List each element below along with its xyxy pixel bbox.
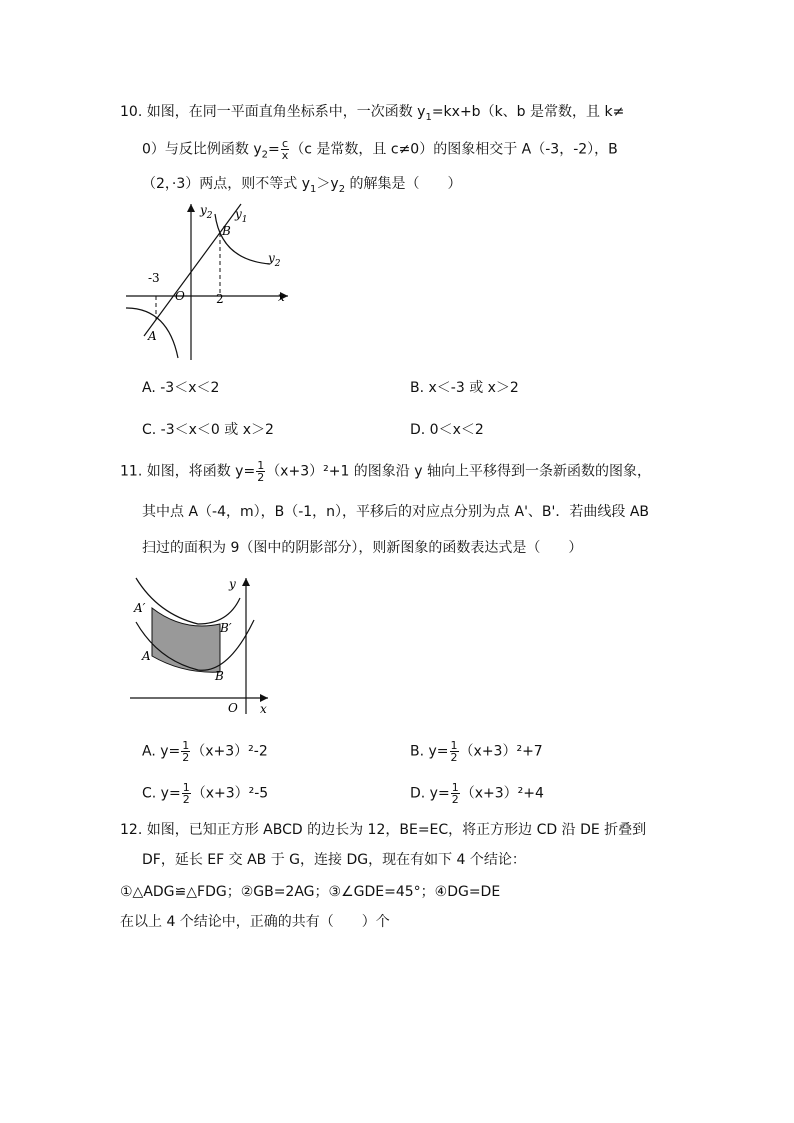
y2-label-sub: 2 [274, 259, 281, 269]
q12-line1: 12. 如图，已知正方形 ABCD 的边长为 12，BE=EC，将正方形边 CD 沿 DE 折叠到 [120, 822, 647, 838]
point-a-prime-label: A′ [134, 601, 146, 615]
shaded-region [152, 608, 220, 672]
fraction-numerator: 1 [450, 739, 458, 752]
fraction-denominator: 2 [257, 471, 265, 484]
point-a-label: A [148, 329, 157, 343]
q11-text: 11. 如图，将函数 y= [120, 463, 256, 480]
q11-option-b [410, 740, 543, 763]
q12-line3: ①△ADG≌△FDG；②GB=2AG；③∠GDE=45°；④DG=DE [120, 884, 501, 900]
point-b-prime-label: B′ [220, 621, 232, 635]
q11-line3: 扫过的面积为 9（图中的阴影部分），则新图象的函数表达式是（ ） [142, 540, 583, 556]
q11-line1 [120, 460, 651, 483]
origin-label: O [228, 701, 238, 715]
fraction [451, 782, 460, 805]
q10-line1 [120, 102, 624, 128]
y-axis-label [199, 203, 213, 221]
point-b-label: B [215, 669, 224, 683]
q11-text: （x+3）²+1 的图象沿 y 轴向上平移得到一条新函数的图象， [266, 463, 651, 480]
y2-label [267, 251, 281, 269]
q12-line2: DF，延长 EF 交 AB 于 G，连接 DG，现在有如下 4 个结论： [142, 852, 526, 868]
subscript: 1 [425, 111, 432, 123]
option-text: B. y= [410, 743, 449, 760]
y-axis-label-sub: 2 [206, 211, 213, 221]
x-axis-arrow [260, 694, 268, 702]
q11-line2: 其中点 A（-4，m），B（-1，n），平移后的对应点分别为点 A'、B'．若曲线段 AB [142, 504, 650, 520]
fraction-numerator: 1 [182, 739, 190, 752]
fraction-numerator: 1 [257, 459, 265, 472]
point-a-label: A [142, 649, 151, 663]
subscript: 2 [261, 149, 269, 161]
subscript: 2 [338, 183, 346, 195]
q10-text: =kx+b（k、b 是常数，且 k≠ [431, 104, 625, 120]
fraction-denominator: 2 [451, 793, 459, 806]
q11-option-d [410, 782, 544, 805]
origin-label: O [175, 289, 185, 303]
q10-text: （2， [142, 176, 172, 192]
y-axis-arrow [242, 578, 250, 586]
y2-label-text: y [268, 251, 275, 265]
y1-label-sub: 1 [241, 215, 248, 225]
option-text: （x+3）²-5 [191, 785, 269, 802]
x-axis-label: x [260, 702, 267, 716]
q10-text: 的解集是（ ） [345, 176, 462, 192]
y-axis-arrow [187, 204, 195, 212]
q10-text: 3）两点，则不等式 y [176, 176, 311, 192]
y-axis-label: y [229, 577, 236, 591]
y1-label-text: y [235, 207, 242, 221]
y-axis-label-text: y [200, 203, 207, 217]
fraction-numerator: 1 [451, 781, 459, 794]
fraction-denominator: 2 [182, 751, 190, 764]
q10-text: （c 是常数，且 c≠0）的图象相交于 A（-3，-2），B [290, 141, 618, 158]
option-text: C. y= [142, 785, 181, 802]
option-text: （x+3）²+4 [460, 785, 544, 802]
option-text: （x+3）²-2 [191, 743, 268, 760]
q10-text: 10. 如图，在同一平面直角坐标系中，一次函数 y [120, 104, 426, 120]
fraction-numerator: 1 [182, 781, 190, 794]
q11-figure [128, 574, 278, 719]
option-text: （x+3）²+7 [459, 743, 543, 760]
fraction-denominator: x [281, 149, 289, 162]
q11-option-c [142, 782, 268, 805]
q10-figure [120, 198, 300, 366]
q11-option-a [142, 740, 268, 763]
tick-2: 2 [216, 292, 224, 306]
q10-option-b: B. x＜-3 或 x＞2 [410, 380, 519, 396]
q10-option-a: A. -3＜x＜2 [142, 380, 220, 396]
q10-line2 [142, 138, 618, 165]
fraction-denominator: 2 [450, 751, 458, 764]
x-axis-label: x [278, 290, 285, 304]
q10-text: · [171, 176, 177, 192]
q12-line4: 在以上 4 个结论中，正确的共有（ ）个 [120, 914, 390, 930]
q10-option-d: D. 0＜x＜2 [410, 422, 484, 438]
option-text: A. y= [142, 743, 181, 760]
fraction [281, 138, 290, 161]
fraction [181, 740, 190, 763]
point-b-label: B [222, 224, 231, 238]
tick-neg3: -3 [148, 271, 160, 285]
y1-label [234, 207, 248, 225]
q10-text: ＞y [316, 176, 339, 192]
q10-option-c: C. -3＜x＜0 或 x＞2 [142, 422, 274, 438]
fraction [256, 460, 265, 483]
q10-text: = [268, 141, 280, 158]
fraction-denominator: 2 [182, 793, 190, 806]
q10-line3 [142, 174, 462, 200]
fraction [182, 782, 191, 805]
fraction-numerator: c [281, 137, 289, 150]
q10-text: 0）与反比例函数 y [142, 141, 262, 158]
option-text: D. y= [410, 785, 450, 802]
fraction [450, 740, 459, 763]
subscript: 1 [310, 183, 317, 195]
